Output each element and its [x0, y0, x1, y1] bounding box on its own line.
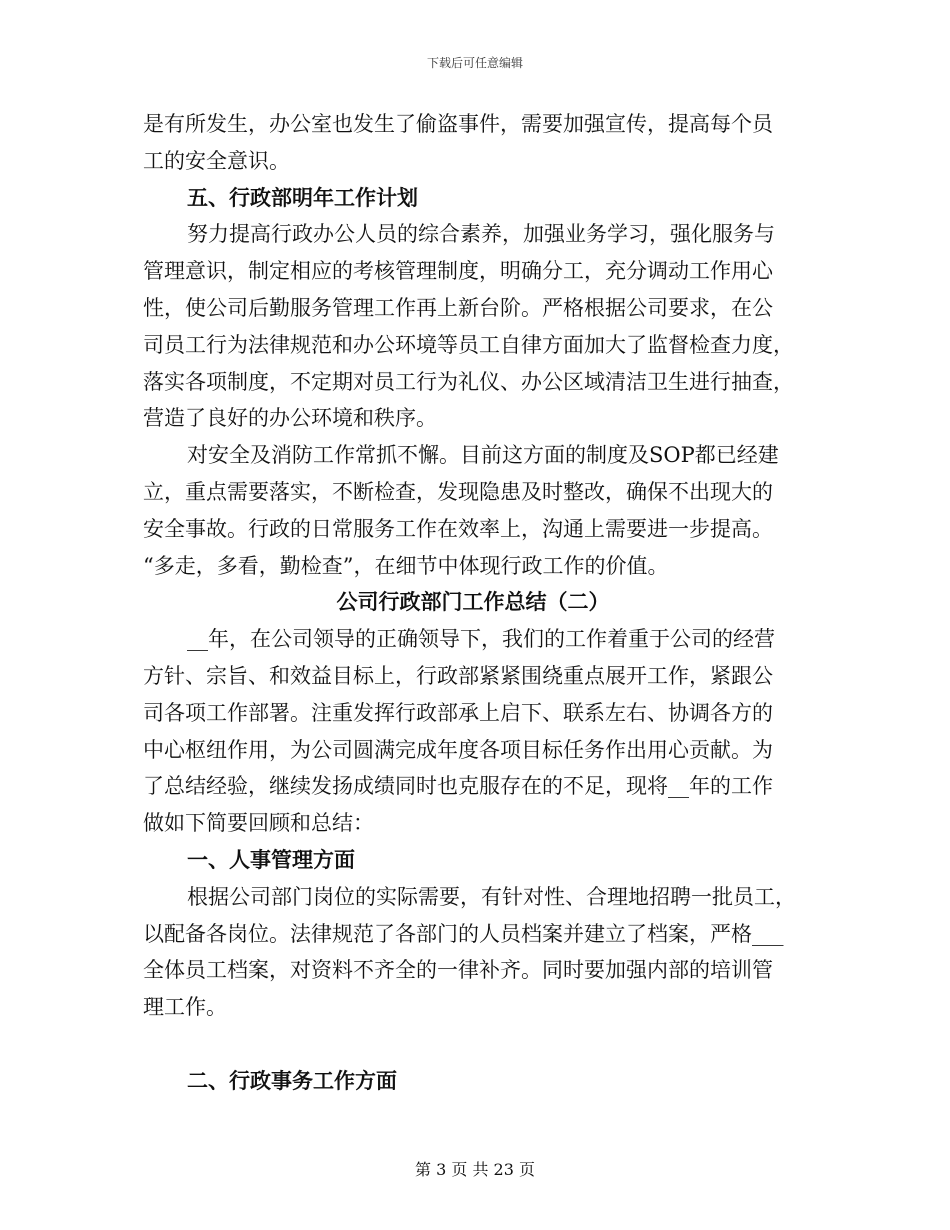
body-line: “多走，多看，勤检查”，在细节中体现行政工作的价值。 — [143, 553, 669, 578]
body-line: 全体员工档案，对资料不齐全的一律补齐。同时要加强内部的培训管 — [143, 958, 773, 983]
body-line: 是有所发生，办公室也发生了偷盗事件，需要加强宣传，提高每个员 — [143, 112, 773, 136]
body-line: 了总结经验，继续发扬成绩同时也克服存在的不足，现将__年的工作 — [143, 774, 773, 799]
body-line: 司各项工作部署。注重发挥行政部承上启下、联系左右、协调各方的 — [143, 700, 773, 725]
body-line: 立，重点需要落实，不断检查，发现隐患及时整改，确保不出现大的 — [143, 479, 773, 504]
body-line: 以配备各岗位。法律规范了各部门的人员档案并建立了档案，严格___ — [143, 921, 784, 946]
paragraph-first-line: 努力提高行政办公人员的综合素养，加强业务学习，强化服务与 — [187, 222, 775, 247]
body-line: 落实各项制度，不定期对员工行为礼仪、办公区域清洁卫生进行抽查， — [143, 369, 794, 394]
body-line: 工的安全意识。 — [143, 148, 290, 173]
page-footer: 第 3 页 共 23 页 — [415, 1160, 535, 1179]
document-body — [143, 106, 803, 1100]
paragraph-first-line: 对安全及消防工作常抓不懈。目前这方面的制度及SOP都已经建 — [187, 443, 779, 468]
body-line: 方针、宗旨、和效益目标上，行政部紧紧围绕重点展开工作，紧跟公 — [143, 663, 773, 688]
blank-line — [143, 1026, 803, 1063]
paragraph-first-line: __年，在公司领导的正确领导下，我们的工作着重于公司的经营 — [187, 627, 775, 652]
body-line: 营造了良好的办公环境和秩序。 — [143, 406, 437, 431]
section-heading: 一、人事管理方面 — [187, 846, 355, 872]
body-line: 理工作。 — [143, 995, 227, 1020]
body-line: 中心枢纽作用，为公司圆满完成年度各项目标任务作出用心贡献。为 — [143, 737, 773, 762]
section-heading: 五、行政部明年工作计划 — [187, 184, 418, 210]
paragraph-first-line: 根据公司部门岗位的实际需要，有针对性、合理地招聘一批员工， — [187, 884, 796, 909]
document-title: 公司行政部门工作总结（二） — [336, 589, 610, 615]
body-line: 安全事故。行政的日常服务工作在效率上，沟通上需要进一步提高。 — [143, 516, 773, 541]
body-line: 管理意识，制定相应的考核管理制度，明确分工，充分调动工作用心 — [143, 259, 773, 284]
body-line: 司员工行为法律规范和办公环境等员工自律方面加大了监督检查力度， — [143, 332, 794, 357]
section-heading: 二、行政事务工作方面 — [187, 1067, 397, 1093]
header-note: 下载后可任意编辑 — [426, 56, 523, 70]
body-line: 做如下简要回顾和总结： — [143, 811, 374, 836]
body-line: 性，使公司后勤服务管理工作再上新台阶。严格根据公司要求，在公 — [143, 295, 773, 320]
